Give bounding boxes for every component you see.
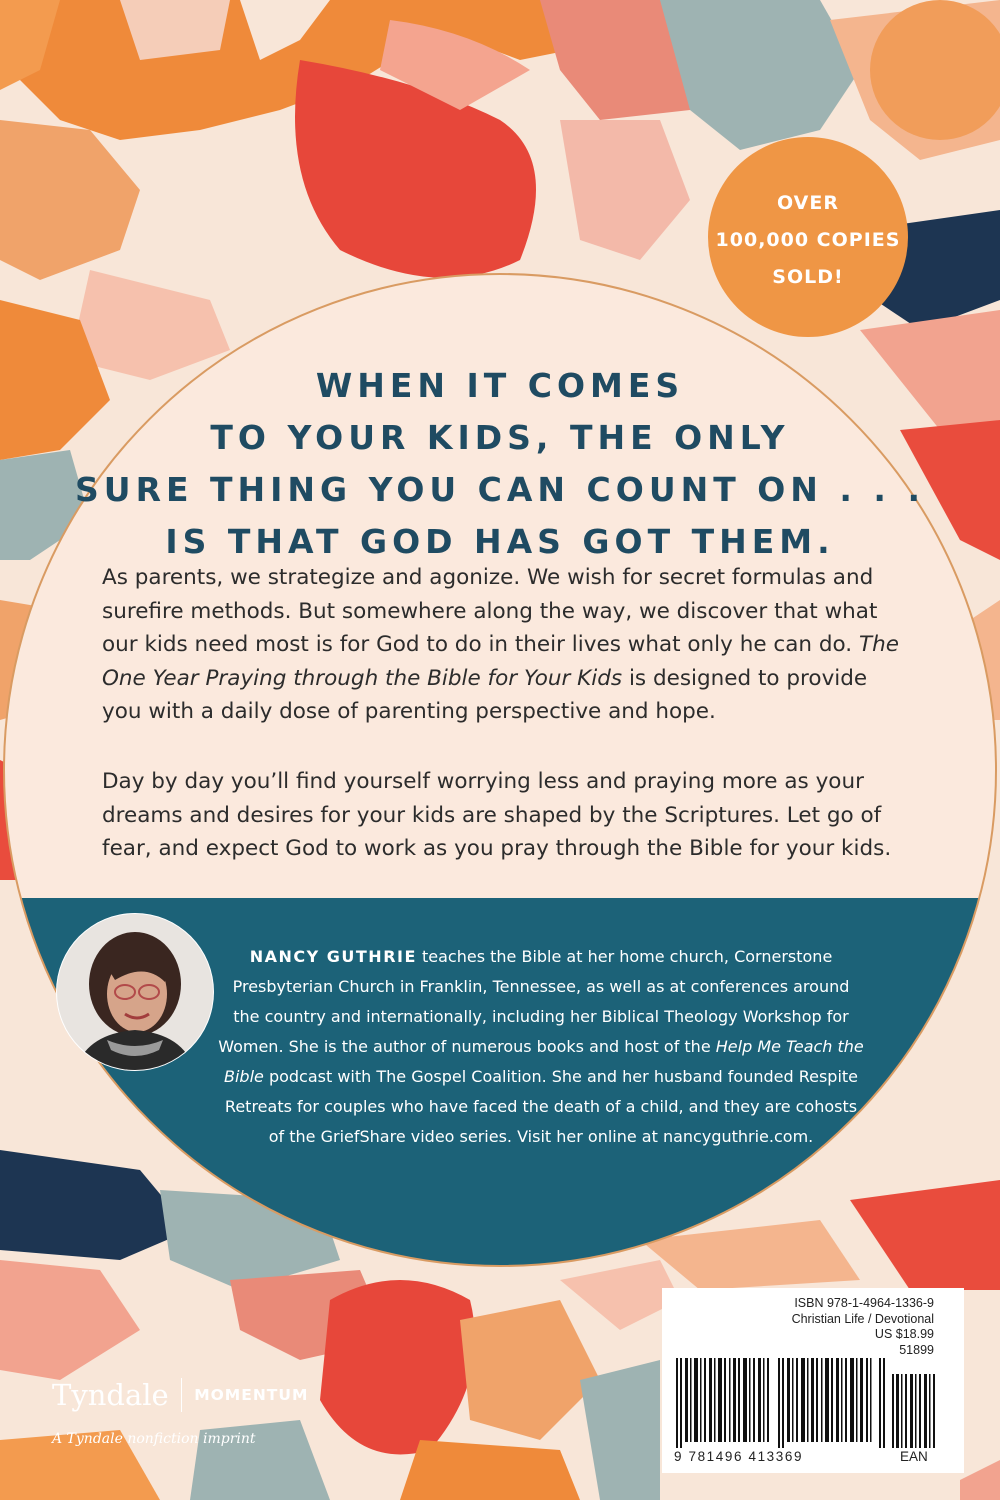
imprint-tagline: A Tyndale nonfiction imprint: [52, 1431, 256, 1447]
author-bio-part-2: podcast with The Gospel Coalition. She and her husband founded Respite Retreats for couples who have faced the death of a child, and they are cohosts of the GriefShare video series. Visit her online at nancyguthrie.com.: [224, 1067, 859, 1146]
barcode-panel: [662, 1288, 964, 1473]
copies-sold-badge: [700, 185, 916, 296]
description-paragraph-1: [102, 561, 902, 729]
publisher-name: Tyndale: [52, 1378, 169, 1412]
price-barcode: [892, 1374, 936, 1448]
imprint-name: MOMENTUM: [194, 1386, 309, 1404]
headline-line-2: TO YOUR KIDS, THE ONLY: [210, 418, 790, 457]
headline-line-3: SURE THING YOU CAN COUNT ON . . .: [75, 470, 925, 509]
isbn-number: ISBN 978-1-4964-1336-9: [794, 1296, 934, 1310]
ean-label: EAN: [900, 1449, 928, 1464]
isbn-barcode: [676, 1358, 888, 1448]
badge-line-3: SOLD!: [772, 266, 844, 288]
author-name: NANCY GUTHRIE: [249, 947, 417, 966]
paragraph-1-intro: As parents, we strategize and agonize. We wish for secret formulas and surefire methods. But somewhere along the way, we discover that what our kids need most is for God to do in their lives what only he can do.: [102, 565, 878, 657]
headline-line-1: WHEN IT COMES: [315, 366, 685, 405]
podcast-title: Help Me Teach the Bible: [223, 1037, 864, 1086]
badge-line-2: 100,000 COPIES: [715, 229, 901, 251]
paragraph-1-end: is designed to provide you with a daily dose of parenting perspective and hope.: [102, 665, 868, 724]
headline-line-4: IS THAT GOD HAS GOT THEM.: [165, 522, 835, 561]
price-code: 51899: [899, 1342, 934, 1357]
publisher-logo: [52, 1378, 308, 1412]
badge-line-1: OVER: [777, 192, 839, 214]
author-photo: [55, 912, 215, 1072]
description-paragraph-2: [102, 765, 902, 866]
book-title: The One Year Praying through the Bible for Your Kids: [102, 632, 899, 691]
author-bio: [218, 942, 864, 1152]
publisher-divider: [181, 1378, 183, 1412]
barcode-digits: 9 781496 413369: [674, 1449, 804, 1464]
author-bio-part-1: teaches the Bible at her home church, Cornerstone Presbyterian Church in Franklin, Tennessee, as well as at conferences around the country and internationally, including her Biblical Theology Workshop for Women. She is the author of numerous books and host of the: [218, 947, 850, 1056]
paragraph-2-text: Day by day you’ll find yourself worrying less and praying more as your dreams and desires for your kids are shaped by the Scriptures. Let go of fear, and expect God to work as you pray through the Bible for your kids.: [102, 769, 892, 861]
book-category: Christian Life / Devotional: [791, 1311, 934, 1326]
book-price: US $18.99: [874, 1327, 934, 1341]
